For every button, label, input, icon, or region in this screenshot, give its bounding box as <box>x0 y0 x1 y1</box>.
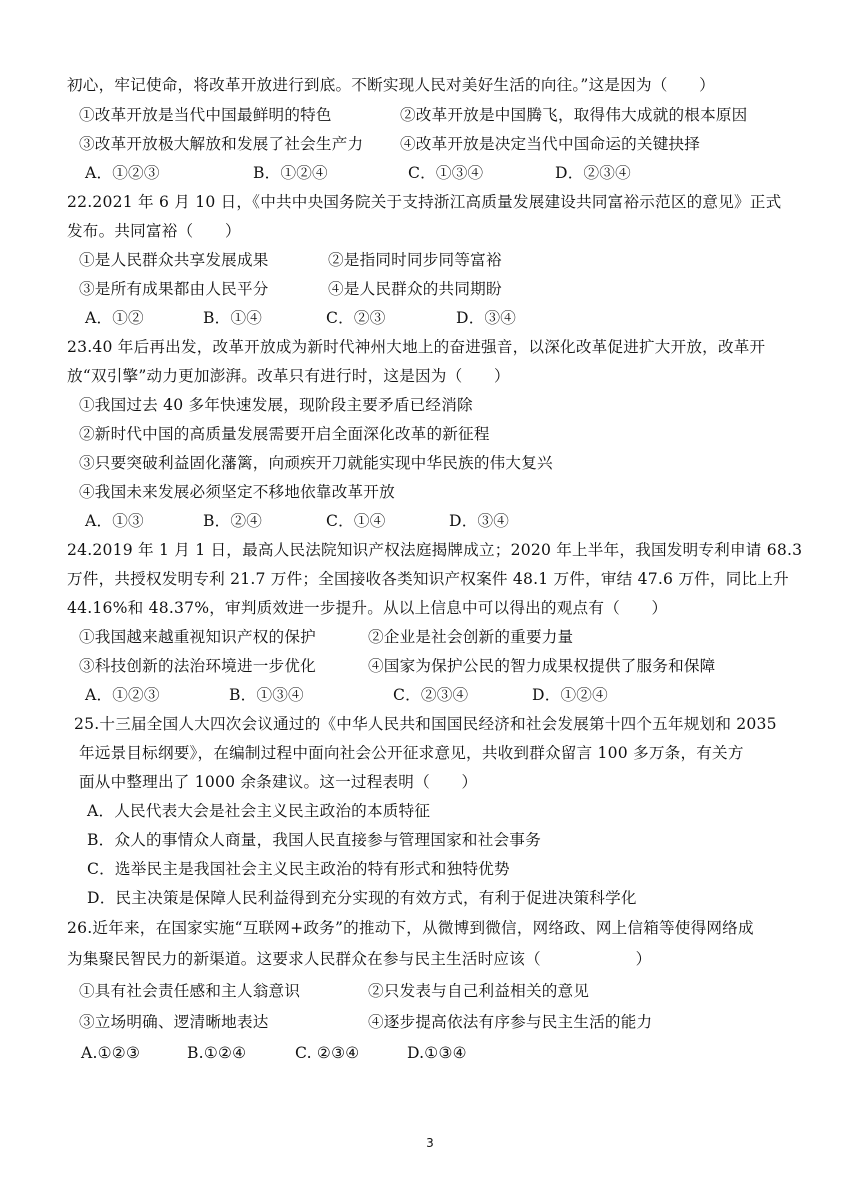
q22-option-d: D．③④ <box>456 309 517 327</box>
q22-stem-line-1: 22.2021 年 6 月 10 日，《中共中央国务院关于支持浙江高质量发展建设共同富裕示范区的意见》正式 <box>67 193 782 211</box>
q26-statement-2: ②只发表与自己利益相关的意见 <box>368 982 590 1000</box>
q21-statement-2: ②改革开放是中国腾飞，取得伟大成就的根本原因 <box>400 106 748 124</box>
q26-option-d: D.①③④ <box>407 1044 467 1062</box>
q25-option-b: B．众人的事情众人商量，我国人民直接参与管理国家和社会事务 <box>87 831 541 849</box>
q22-statement-3: ③是所有成果都由人民平分 <box>79 280 269 298</box>
q23-option-c: C．①④ <box>326 512 386 530</box>
q23-option-a: A．①③ <box>85 512 144 530</box>
q24-option-d: D．①②④ <box>532 686 608 704</box>
q26-option-c: C. ②③④ <box>295 1044 360 1062</box>
q23-statement-1: ①我国过去 40 多年快速发展，现阶段主要矛盾已经消除 <box>79 396 473 414</box>
q21-option-b: B．①②④ <box>253 164 328 182</box>
q23-option-b: B．②④ <box>203 512 263 530</box>
q24-statement-4: ④国家为保护公民的智力成果权提供了服务和保障 <box>368 657 716 675</box>
q23-statement-4: ④我国未来发展必须坚定不移地依靠改革开放 <box>79 483 395 501</box>
q24-statement-2: ②企业是社会创新的重要力量 <box>368 628 574 646</box>
q22-statement-4: ④是人民群众的共同期盼 <box>328 280 502 298</box>
q26-stem-line-2: 为集聚民智民力的新渠道。这要求人民群众在参与民主生活时应该（ ） <box>67 950 652 968</box>
q25-option-a: A．人民代表大会是社会主义民主政治的本质特征 <box>87 802 431 820</box>
page-number: 3 <box>426 1136 434 1150</box>
q26-statement-1: ①具有社会责任感和主人翁意识 <box>79 982 301 1000</box>
q24-statement-1: ①我国越来越重视知识产权的保护 <box>79 628 316 646</box>
q22-statement-2: ②是指同时同步同等富裕 <box>328 251 502 269</box>
q21-statement-4: ④改革开放是决定当代中国命运的关键抉择 <box>400 135 701 153</box>
q24-stem-line-2: 万件，共授权发明专利 21.7 万件；全国接收各类知识产权案件 48.1 万件，审结 47.6 万件，同比上升 <box>67 570 789 588</box>
q23-statement-3: ③只要突破利益固化藩篱，向顽疾开刀就能实现中华民族的伟大复兴 <box>79 454 553 472</box>
q21-stem-line: 初心，牢记使命，将改革开放进行到底。不断实现人民对美好生活的向往。”这是因为（ ） <box>67 76 715 94</box>
q25-stem-line-3: 面从中整理出了 1000 余条建议。这一过程表明（ ） <box>79 773 478 791</box>
q24-stem-line-1: 24.2019 年 1 月 1 日，最高人民法院知识产权法庭揭牌成立；2020 年上半年，我国发明专利申请 68.3 <box>67 541 803 559</box>
q23-stem-line-1: 23.40 年后再出发，改革开放成为新时代神州大地上的奋进强音，以深化改革促进扩大开放，改革开 <box>67 338 766 356</box>
q25-option-d: D．民主决策是保障人民利益得到充分实现的有效方式，有利于促进决策科学化 <box>87 889 637 907</box>
q21-option-d: D．②③④ <box>555 164 631 182</box>
q22-option-c: C．②③ <box>326 309 386 327</box>
q24-option-b: B．①③④ <box>229 686 304 704</box>
q26-statement-3: ③立场明确、逻清晰地表达 <box>79 1013 269 1031</box>
q23-stem-line-2: 放“双引擎”动力更加澎湃。改革只有进行时，这是因为（ ） <box>67 367 510 385</box>
q25-option-c: C．选举民主是我国社会主义民主政治的特有形式和独特优势 <box>87 860 510 878</box>
q24-statement-3: ③科技创新的法治环境进一步优化 <box>79 657 316 675</box>
q23-option-d: D．③④ <box>449 512 510 530</box>
q26-option-a: A.①②③ <box>81 1044 141 1062</box>
q22-statement-1: ①是人民群众共享发展成果 <box>79 251 269 269</box>
q22-option-a: A．①② <box>85 309 144 327</box>
q21-option-a: A．①②③ <box>85 164 160 182</box>
q26-option-b: B.①②④ <box>187 1044 247 1062</box>
q21-statement-3: ③改革开放极大解放和发展了社会生产力 <box>79 135 364 153</box>
q24-option-a: A．①②③ <box>85 686 160 704</box>
q26-stem-line-1: 26.近年来，在国家实施“互联网+政务”的推动下，从微博到微信，网络政、网上信箱等使得网络成 <box>67 919 754 937</box>
q25-stem-line-2: 年远景目标纲要》，在编制过程中面向社会公开征求意见，共收到群众留言 100 多万条，有关方 <box>79 744 744 762</box>
q24-stem-line-3: 44.16%和 48.37%，审判质效进一步提升。从以上信息中可以得出的观点有（ ） <box>67 599 668 617</box>
q25-stem-line-1: 25.十三届全国人大四次会议通过的《中华人民共和国国民经济和社会发展第十四个五年规划和 2035 <box>74 715 777 733</box>
q22-option-b: B．①④ <box>203 309 263 327</box>
q23-statement-2: ②新时代中国的高质量发展需要开启全面深化改革的新征程 <box>79 425 490 443</box>
q24-option-c: C．②③④ <box>393 686 469 704</box>
q21-statement-1: ①改革开放是当代中国最鲜明的特色 <box>79 106 332 124</box>
q21-option-c: C．①③④ <box>408 164 484 182</box>
q26-statement-4: ④逐步提高依法有序参与民主生活的能力 <box>368 1013 653 1031</box>
q22-stem-line-2: 发布。共同富裕（ ） <box>67 222 241 240</box>
